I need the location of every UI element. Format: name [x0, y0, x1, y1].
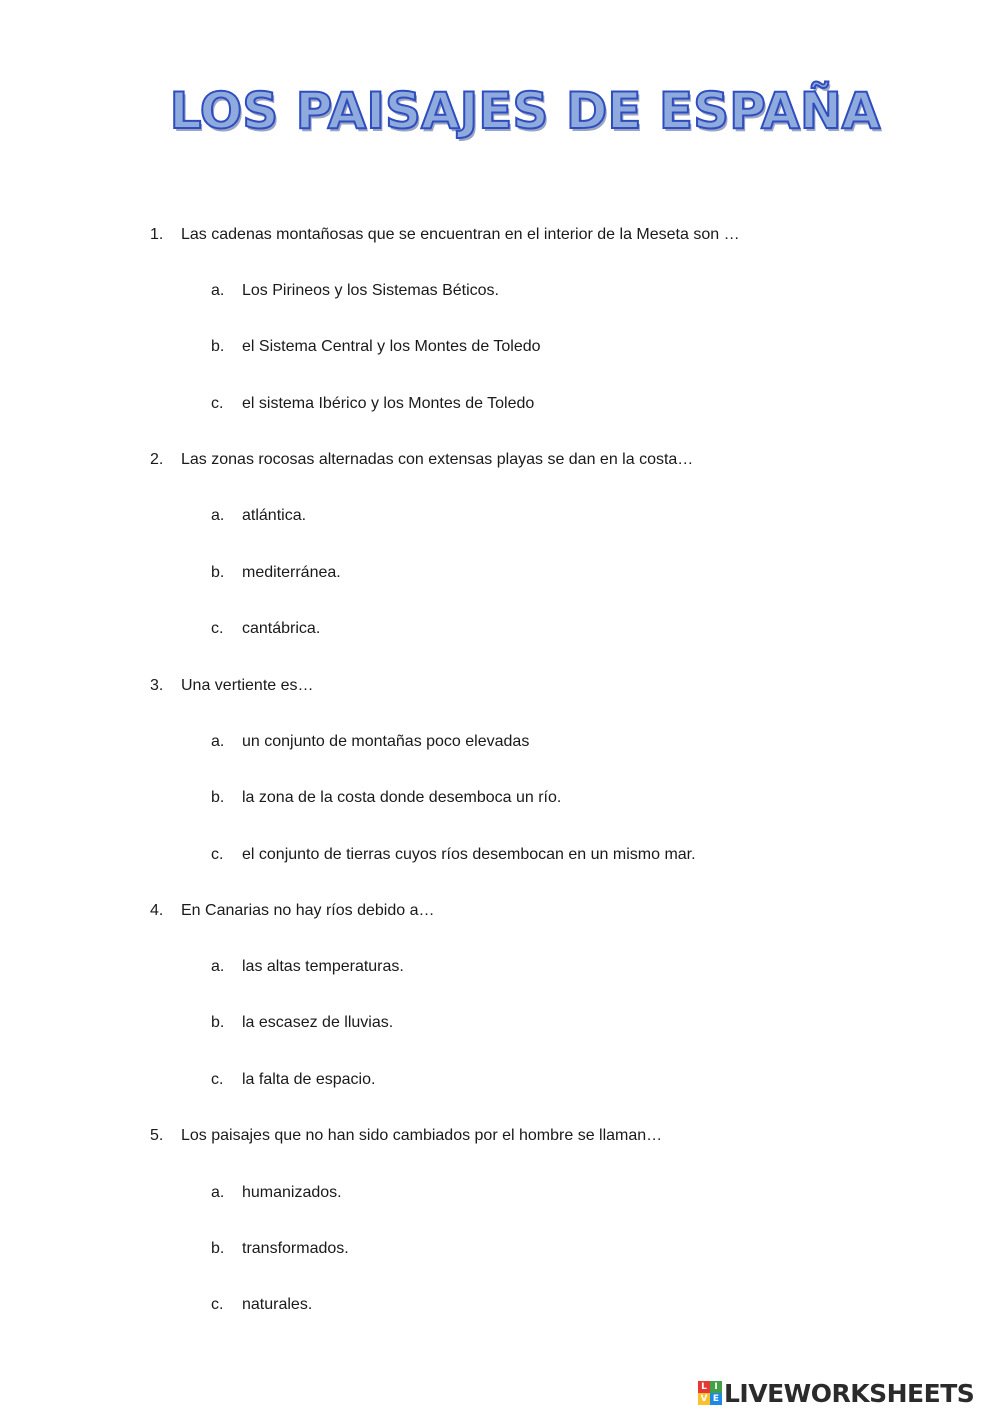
- question-number: 4.: [150, 902, 164, 919]
- question-text: Las cadenas montañosas que se encuentran en el interior de la Meseta son …: [181, 226, 740, 243]
- option-text: transformados.: [242, 1240, 349, 1257]
- option-4c[interactable]: [211, 1070, 375, 1090]
- option-letter: b.: [211, 1240, 225, 1257]
- option-letter: b.: [211, 564, 225, 581]
- question-2: [150, 450, 693, 470]
- option-3c[interactable]: [211, 845, 696, 865]
- option-3b[interactable]: [211, 788, 561, 808]
- option-letter: a.: [211, 1184, 225, 1201]
- option-4a[interactable]: [211, 957, 404, 977]
- option-text: las altas temperaturas.: [242, 958, 404, 975]
- option-letter: c.: [211, 1296, 224, 1313]
- question-number: 3.: [150, 677, 164, 694]
- option-1a[interactable]: [211, 281, 499, 301]
- option-5c[interactable]: [211, 1295, 312, 1315]
- option-letter: c.: [211, 1071, 224, 1088]
- option-letter: a.: [211, 507, 225, 524]
- option-2b[interactable]: [211, 563, 341, 583]
- question-5: [150, 1126, 662, 1146]
- liveworksheets-logo[interactable]: [698, 1378, 974, 1408]
- option-letter: b.: [211, 1014, 225, 1031]
- option-text: naturales.: [242, 1296, 313, 1313]
- option-1b[interactable]: [211, 337, 541, 357]
- option-text: mediterránea.: [242, 564, 341, 581]
- question-text: En Canarias no hay ríos debido a…: [181, 902, 435, 919]
- question-number: 2.: [150, 451, 164, 468]
- option-text: el sistema Ibérico y los Montes de Toledo: [242, 395, 535, 412]
- option-text: cantábrica.: [242, 620, 321, 637]
- option-text: la falta de espacio.: [242, 1071, 376, 1088]
- logo-letter-l: L: [698, 1381, 710, 1393]
- option-letter: b.: [211, 789, 225, 806]
- option-text: el conjunto de tierras cuyos ríos desembocan en un mismo mar.: [242, 846, 696, 863]
- question-text: Los paisajes que no han sido cambiados por el hombre se llaman…: [181, 1127, 663, 1144]
- option-1c[interactable]: [211, 394, 534, 414]
- option-letter: c.: [211, 620, 224, 637]
- liveworksheets-logo-icon: [698, 1381, 722, 1405]
- option-2c[interactable]: [211, 619, 320, 639]
- option-letter: c.: [211, 846, 224, 863]
- option-letter: a.: [211, 958, 225, 975]
- worksheet-title: LOS PAISAJES DE ESPAÑA: [169, 82, 881, 140]
- option-letter: a.: [211, 733, 225, 750]
- question-3: [150, 676, 314, 696]
- option-text: Los Pirineos y los Sistemas Béticos.: [242, 282, 499, 299]
- option-text: humanizados.: [242, 1184, 342, 1201]
- liveworksheets-logo-text: LIVEWORKSHEETS: [724, 1378, 975, 1408]
- question-number: 1.: [150, 226, 164, 243]
- option-text: la zona de la costa donde desemboca un río.: [242, 789, 562, 806]
- logo-letter-e: E: [710, 1393, 722, 1405]
- option-text: el Sistema Central y los Montes de Toledo: [242, 338, 541, 355]
- question-text: Una vertiente es…: [181, 677, 314, 694]
- option-text: la escasez de lluvias.: [242, 1014, 394, 1031]
- logo-letter-v: V: [698, 1393, 710, 1405]
- option-2a[interactable]: [211, 506, 306, 526]
- option-letter: b.: [211, 338, 225, 355]
- option-text: atlántica.: [242, 507, 307, 524]
- option-3a[interactable]: [211, 732, 529, 752]
- option-5a[interactable]: [211, 1183, 342, 1203]
- logo-letter-i: I: [710, 1381, 722, 1393]
- option-5b[interactable]: [211, 1239, 349, 1259]
- question-text: Las zonas rocosas alternadas con extensas playas se dan en la costa…: [181, 451, 694, 468]
- option-letter: c.: [211, 395, 224, 412]
- option-4b[interactable]: [211, 1013, 393, 1033]
- question-number: 5.: [150, 1127, 164, 1144]
- option-text: un conjunto de montañas poco elevadas: [242, 733, 530, 750]
- question-1: [150, 225, 740, 245]
- question-4: [150, 901, 434, 921]
- option-letter: a.: [211, 282, 225, 299]
